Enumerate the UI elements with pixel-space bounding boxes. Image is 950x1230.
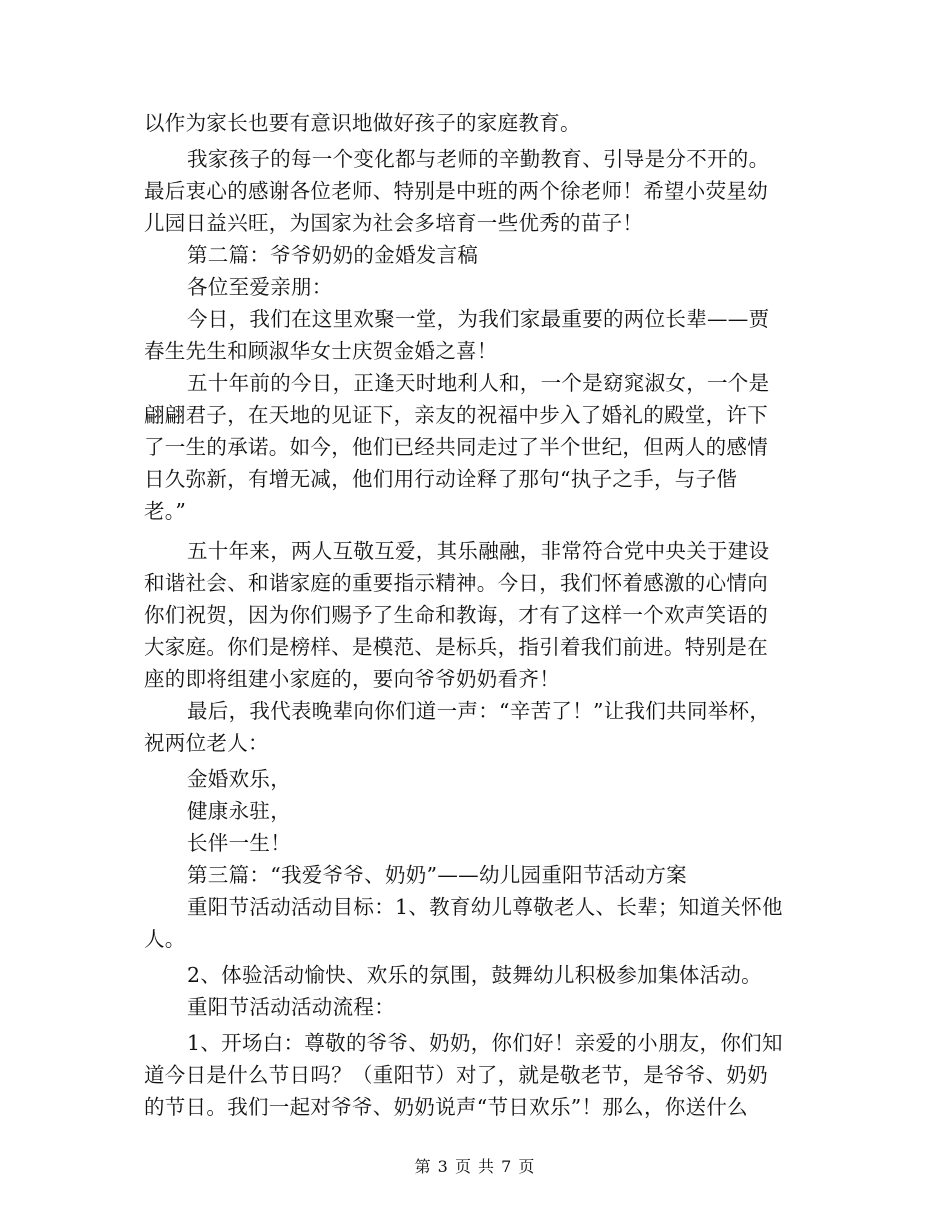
text-line: 五十年前的今日，正逢天时地利人和，一个是窈窕淑女，一个是 <box>187 371 770 395</box>
text-line: 最后，我代表晚辈向你们道一声：“辛苦了！”让我们共同举杯， <box>187 699 771 723</box>
page-footer: 第 3 页 共 7 页 <box>414 1157 536 1176</box>
text-line: 重阳节活动活动流程： <box>187 995 395 1019</box>
text-line: 各位至爱亲朋： <box>187 275 333 299</box>
text-line: 和谐社会、和谐家庭的重要指示精神。今日，我们怀着感激的心情向 <box>144 571 768 595</box>
text-line: 大家庭。你们是榜样、是模范、是标兵，指引着我们前进。特别是在 <box>144 635 768 659</box>
text-line: 日久弥新，有增无减，他们用行动诠释了那句“执子之手，与子偕 <box>144 467 738 491</box>
text-line: 的节日。我们一起对爷爷、奶奶说声“节日欢乐”！那么，你送什么 <box>144 1095 748 1119</box>
text-line: 道今日是什么节日吗？（重阳节）对了，就是敬老节，是爷爷、奶奶 <box>144 1063 768 1087</box>
text-line: 人。 <box>144 927 186 951</box>
text-line: 2、体验活动愉快、欢乐的氛围，鼓舞幼儿积极参加集体活动。 <box>187 963 762 987</box>
text-line: 翩翩君子，在天地的见证下，亲友的祝福中步入了婚礼的殿堂，许下 <box>144 403 768 427</box>
text-line: 今日，我们在这里欢聚一堂，为我们家最重要的两位长辈——贾 <box>187 307 770 331</box>
text-line: 长伴一生！ <box>187 831 291 855</box>
text-line: 重阳节活动活动目标：1、教育幼儿尊敬老人、长辈；知道关怀他 <box>187 895 783 919</box>
text-line: 老。” <box>144 499 187 523</box>
text-line: 以作为家长也要有意识地做好孩子的家庭教育。 <box>144 111 581 135</box>
text-line: 儿园日益兴旺，为国家为社会多培育一些优秀的苗子！ <box>144 211 644 235</box>
text-line: 五十年来，两人互敬互爱，其乐融融，非常符合党中央关于建设 <box>187 539 770 563</box>
text-line: 1、开场白：尊敬的爷爷、奶奶，你们好！亲爱的小朋友，你们知 <box>187 1031 783 1055</box>
text-line: 祝两位老人： <box>144 731 269 755</box>
text-line: 健康永驻， <box>187 799 291 823</box>
text-line: 了一生的承诺。如今，他们已经共同走过了半个世纪，但两人的感情 <box>144 435 768 459</box>
section-heading: 第三篇：“我爱爷爷、奶奶”——幼儿园重阳节活动方案 <box>187 863 687 887</box>
text-line: 我家孩子的每一个变化都与老师的辛勤教育、引导是分不开的。 <box>187 147 770 171</box>
text-line: 座的即将组建小家庭的，要向爷爷奶奶看齐！ <box>144 667 560 691</box>
text-line: 最后衷心的感谢各位老师、特别是中班的两个徐老师！希望小荧星幼 <box>144 179 768 203</box>
text-line: 你们祝贺，因为你们赐予了生命和教诲，才有了这样一个欢声笑语的 <box>144 603 768 627</box>
section-heading: 第二篇：爷爷奶奶的金婚发言稿 <box>187 243 479 267</box>
text-line: 春生先生和顾淑华女士庆贺金婚之喜！ <box>144 339 498 363</box>
text-line: 金婚欢乐， <box>187 767 291 791</box>
